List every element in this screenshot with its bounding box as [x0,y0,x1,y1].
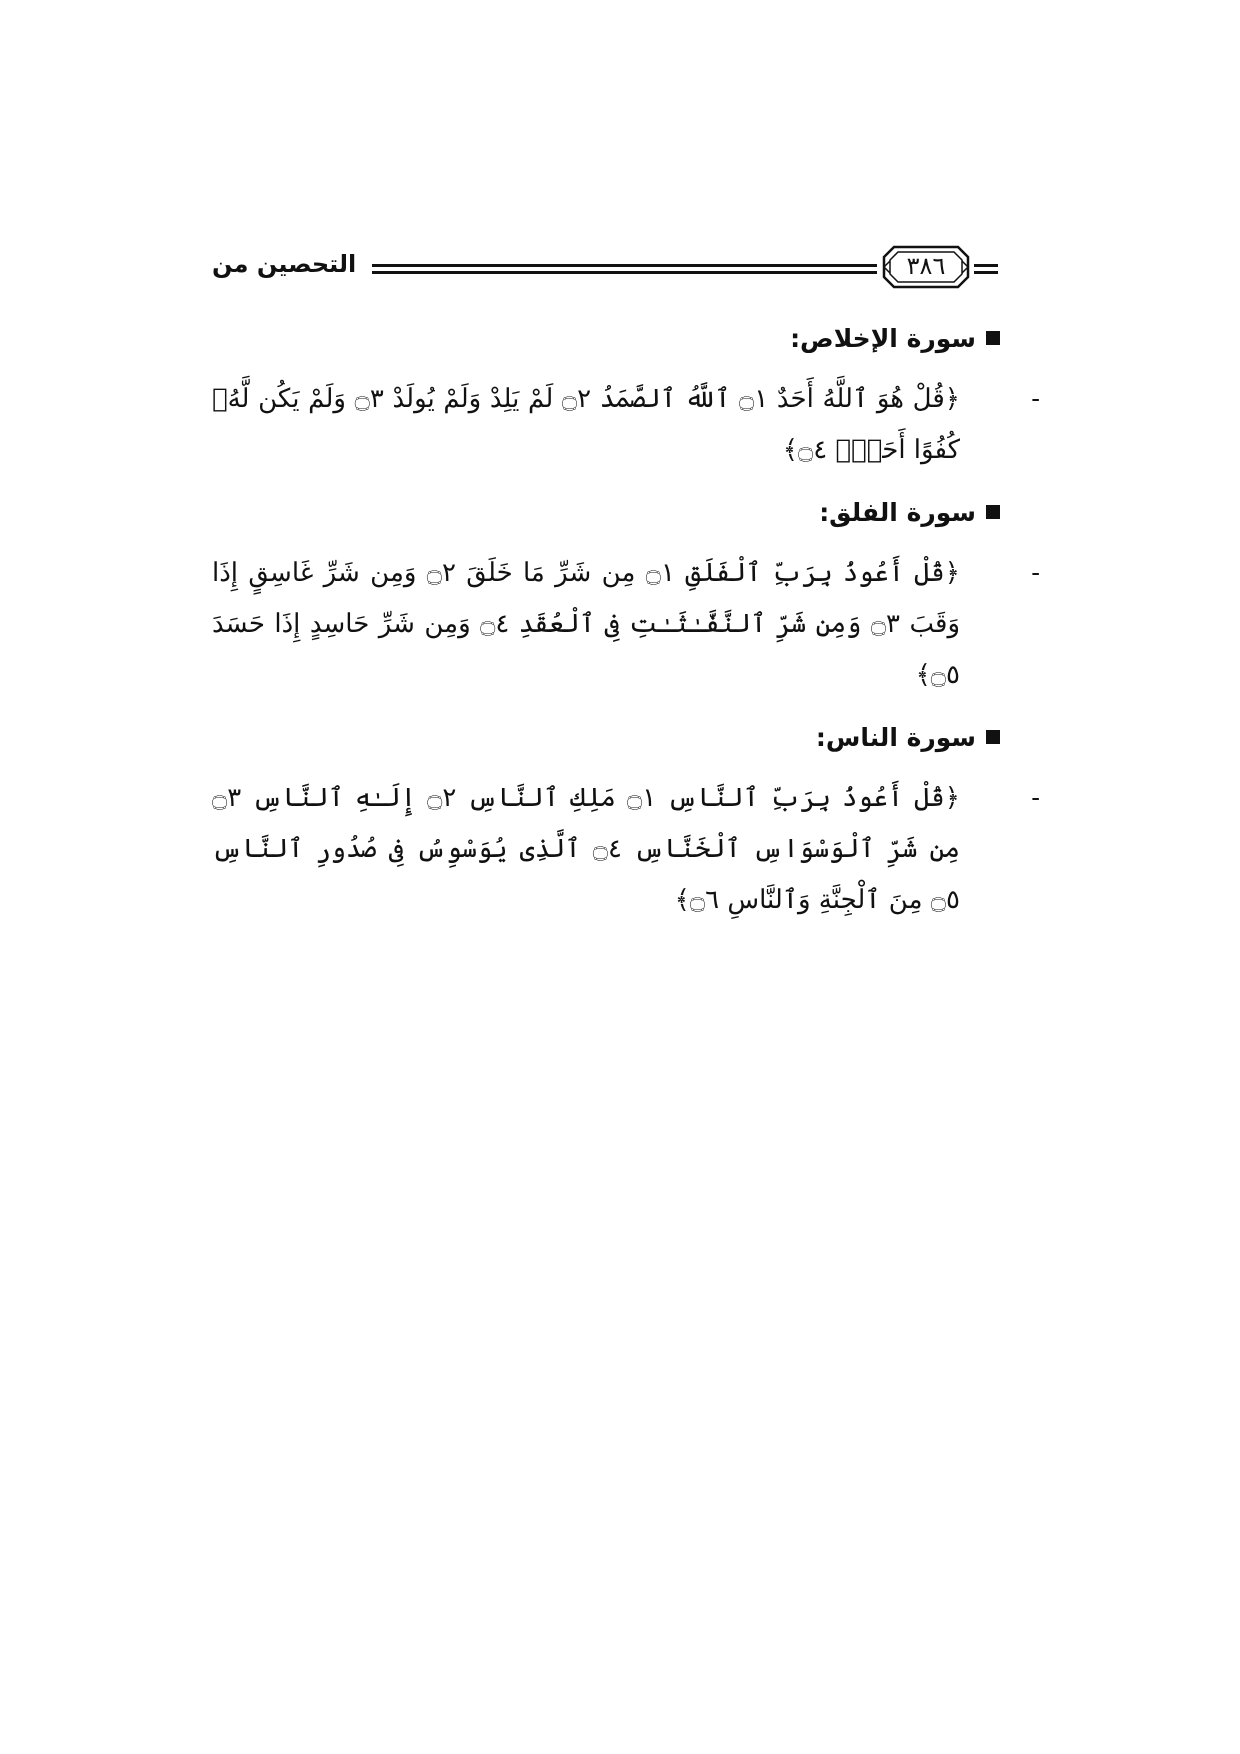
page-content [212,316,1040,940]
page-number: ٣٨٦ [906,252,946,280]
surah-heading-label: سورة الفلق: [819,497,976,527]
square-bullet-icon [986,505,1000,519]
header-rule-right [974,264,998,274]
verse-block-falaq [212,548,1040,701]
surah-heading-label: سورة الإخلاص: [790,323,976,353]
list-dash: - [1031,783,1040,813]
verse-text: ﴿قُلْ أَعُوذُ بِرَبِّ ٱلنَّاسِ ۝١ مَلِكِ ٱلنَّاسِ ۝٢ إِلَـٰهِ ٱلنَّاسِ ۝٣ مِن شَرِّ ٱلْوَسْوَاسِ ٱلْخَنَّاسِ ۝٤ ٱلَّذِى يُوَسْوِسُ فِى صُدُورِ ٱلنَّاسِ ۝٥ مِنَ ٱلْجِنَّةِ وَٱلنَّاسِ ۝٦﴾ [212,783,961,915]
square-bullet-icon [986,331,1000,345]
square-bullet-icon [986,730,1000,744]
verse-block-nas [212,773,1040,926]
verse-text: ﴿قُلْ أَعُوذُ بِرَبِّ ٱلْفَلَقِ ۝١ مِن شَرِّ مَا خَلَقَ ۝٢ وَمِن شَرِّ غَاسِقٍ إِذَا وَقَبَ ۝٣ وَمِن شَرِّ ٱلنَّفَّـٰثَـٰتِ فِى ٱلْعُقَدِ ۝٤ وَمِن شَرِّ حَاسِدٍ إِذَا حَسَدَ ۝٥﴾ [212,558,960,690]
running-title: التحصين من [212,250,357,278]
verse-block-ikhlas [212,374,1040,476]
surah-heading-nas [212,715,1000,759]
page-number-badge [882,244,970,290]
header-rule-left [372,264,877,274]
list-dash: - [1031,558,1040,588]
list-dash: - [1031,384,1040,414]
page-header [212,244,1000,300]
verse-text: ﴿قُلْ هُوَ ٱللَّهُ أَحَدٌ ۝١ ٱللَّهُ ٱلصَّمَدُ ۝٢ لَمْ يَلِدْ وَلَمْ يُولَدْ ۝٣ وَلَمْ يَكُن لَّهُۥ كُفُوًا أَحَدٌۢ ۝٤﴾ [212,384,961,465]
surah-heading-ikhlas [212,316,1000,360]
surah-heading-falaq [212,490,1000,534]
surah-heading-label: سورة الناس: [815,722,976,752]
